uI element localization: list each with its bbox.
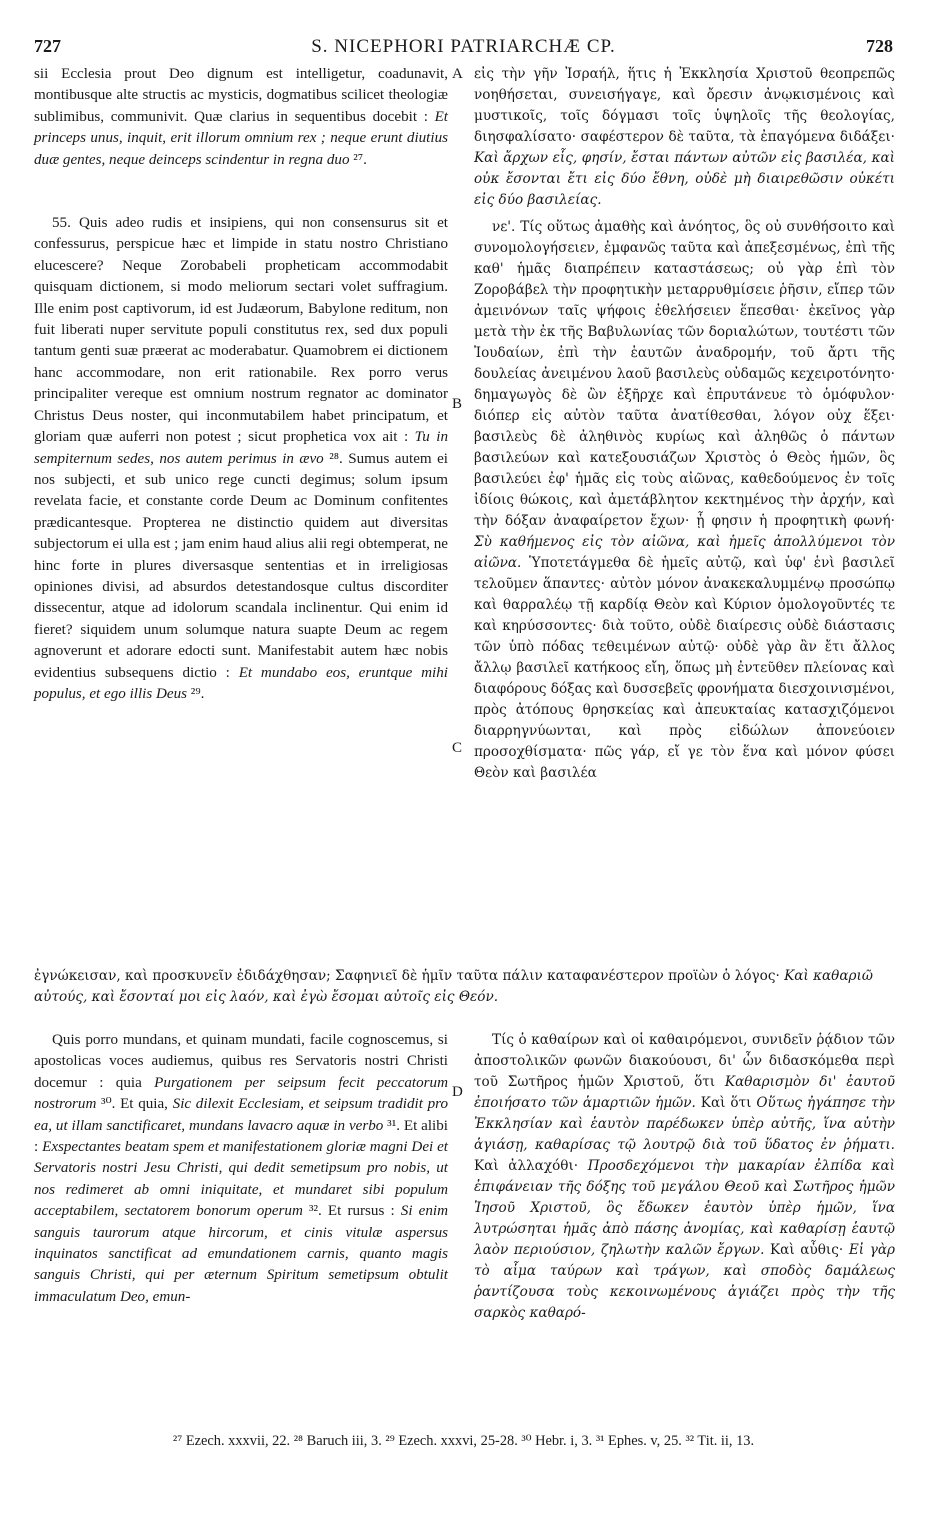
- greek-wide-paragraph: [34, 966, 895, 1007]
- greek-wide-continuation: [34, 966, 895, 1007]
- latin-paragraph-3: [34, 1030, 448, 1308]
- greek-quote: Σὺ καθήμενος εἰς τὸν αἰῶνα, καὶ ἡμεῖς ἀπολλύμενοι τὸν αἰῶνα.: [474, 534, 895, 571]
- latin-column-bottom: [34, 1030, 448, 1308]
- latin-paragraph-1: [34, 64, 448, 171]
- running-title: S. NICEPHORI PATRIARCHÆ CP.: [311, 36, 616, 57]
- latin-quote: Exspectantes beatam spem et manifestationem gloriæ magni Dei et Servatoris nostri Jesu Christi, qui dedit semetipsum pro nobis, ut nos redimeret ab omni iniquitate, et mundaret sibi populum acceptabilem, sectatorem bonorum operum: [34, 1139, 448, 1220]
- greek-text: Ὑποτετάγμεθα δὲ ἡμεῖς αὐτῷ, καὶ ὑφ' ἑνὶ βασιλεῖ τελοῦμεν ἅπαντες· αὐτὸν μόνον ἀνακεκαλυμμένῳ προσώπῳ καὶ θαρραλέῳ τῇ καρδίᾳ Θεὸν καὶ Κύριον ὁμολογοῦντές τε καὶ κηρύσσοντες· διὰ τοῦτο, οὐδὲ διαίρεσις οὐδὲ διάστασις τῶν ὑπὸ πόδας τεθειμένων αὐτῷ· οὐδὲ γὰρ ἂν ἔτι ἄλλος ἄλλῳ βασιλεῖ κατήκοος εἴη, ὅπως μὴ ἐντεῦθεν πλείονας καὶ διαφόρους δόξας καὶ δυσσεβεῖς φρονήματα διεσχοινισμένοι, πρὸς ἀτόπους θρησκείας καὶ ἀπευκταίας κατασχιζόμενοι διαρρηγνύωνται, καὶ πρὸς εἰδώλων ἀπονεύοιεν προσοχθίσματα· πῶς γάρ, εἴ γε τὸν ἕνα καὶ μόνον φύσει Θεὸν καὶ βασιλέα: [474, 555, 895, 781]
- page-number-right: 728: [866, 36, 893, 56]
- greek-paragraph-1: [474, 64, 895, 211]
- latin-quote: Purgationem per seipsum fecit peccatorum nostrorum: [34, 1074, 448, 1113]
- latin-text: sii Ecclesia prout Deo dignum est intelligetur, coadunavit, montibusque alte structis ac mysticis, dogmatibus scilicet theologiæ sublimibus, communivit. Quæ clarius in sequentibus docebit :: [34, 66, 448, 125]
- greek-text: Καὶ αὖθις·: [764, 1242, 849, 1258]
- greek-text: Καὶ ἀλλαχόθι·: [474, 1158, 588, 1174]
- page-number-left: 727: [34, 36, 61, 56]
- greek-text: νε'. Τίς οὕτως ἀμαθὴς καὶ ἀνόητος, ὃς οὐ συνθήσοιτο καὶ συνομολογήσειεν, ἐμφανῶς ταῦτα καὶ ἀπεξεσμένως, ἐπὶ τῆς καθ' ἡμᾶς διαπρέπειν καταστάσεως; οὐ γὰρ ἐπὶ τὸν Ζοροβάβελ τὴν προφητικὴν μεταρρυθμίσειε ῥῆσιν, εἴπερ τῶν ἀμεινόνων ταῖς ψήφοις ἐθελήσειεν ἕπεσθαι· ἐκεῖνος γὰρ μετὰ τὴν ἐκ τῆς Βαβυλωνίας τῶν δοριαλώτων, τουτέστι τῶν Ἰουδαίων, ἐπὶ τὴν ἑαυτῶν ἀναδρομήν, τοῦ ἄρτι τῆς δουλείας ἀνειμένου λαοῦ βασιλεὺς οὐδαμῶς κεχειροτόνητο· δημαγωγὸς δὲ ὢν ἐξῆρχε καὶ ἐπρυτάνευε τὸ ὁμόφυλον· διόπερ εἰς αὐτὸν ταῦτα ἀνατίθεσθαι, λόγον οὐχ ἕξει· βασιλεὺς δὲ ἀληθινὸς κυρίως καὶ ἀληθῶς ὁ πάντων βασιλεύων καὶ κατεξουσιάζων Χριστὸς ὁ Θεὸς ἡμῶν, ὃς βασιλεύει ἐφ' ἡμᾶς εἰς τοὺς αἰῶνας, καθεδούμενος ἐν τοῖς ἰδίοις θώκοις, καὶ ἀμετάβλητον κεκτημένος τὴν ἀρχήν, καὶ τὴν δόξαν ἀναφαίρετον ἔχων· ᾗ φησιν ἡ προφητικὴ φωνή·: [474, 219, 895, 529]
- greek-quote: Καθαρισμὸν δι' ἑαυτοῦ ἐποιήσατο τῶν ἁμαρτιῶν ἡμῶν.: [474, 1074, 896, 1111]
- latin-column-top: [34, 64, 448, 705]
- latin-quote: Et princeps unus, inquit, erit illorum omnium rex ; neque erunt diutius duæ gentes, neque deinceps scindentur in regna duo: [34, 108, 448, 168]
- greek-text: Καὶ ὅτι: [695, 1095, 757, 1111]
- latin-quote: Et mundabo eos, eruntque mihi populus, et ego illis Deus: [34, 664, 448, 702]
- latin-text: ³². Et rursus :: [302, 1203, 401, 1220]
- latin-text: ³⁰. Et quia,: [96, 1096, 173, 1113]
- greek-quote: Εἰ γὰρ τὸ αἷμα ταύρων καὶ τράγων, καὶ σποδὸς δαμάλεως ῥαντίζουσα τοὺς κεκοινωμένους ἁγιάζει πρὸς τὴν τῆς σαρκὸς καθαρό-: [474, 1242, 895, 1321]
- latin-text: ³¹. Et alibi :: [34, 1117, 448, 1156]
- greek-column-top: [474, 64, 895, 784]
- running-header: [34, 36, 893, 58]
- greek-paragraph-3: [474, 1030, 895, 1324]
- footnote-ref: ²⁹.: [187, 685, 205, 702]
- greek-quote: Οὕτως ἠγάπησε τὴν Ἐκκλησίαν καὶ ἑαυτὸν παρέδωκεν ὑπὲρ αὐτῆς, ἵνα αὐτὴν ἁγιάσῃ, καθαρίσας τῷ λουτρῷ διὰ τοῦ ὕδατος ἐν ῥήματι.: [474, 1095, 895, 1153]
- greek-quote: Καὶ καθαριῶ αὐτούς, καὶ ἔσονταί μοι εἰς λαόν, καὶ ἐγὼ ἔσομαι αὐτοῖς εἰς Θεόν.: [34, 968, 873, 1005]
- greek-text: Τίς ὁ καθαίρων καὶ οἱ καθαιρόμενοι, συνιδεῖν ῥᾴδιον τῶν ἀποστολικῶν φωνῶν διακούουσι, δι' ὧν διδασκόμεθα περὶ τοῦ Σωτῆρος ἡμῶν Χριστοῦ, ὅτι: [474, 1032, 895, 1090]
- greek-column-bottom: [474, 1030, 895, 1324]
- latin-text: 55. Quis adeo rudis et insipiens, qui non consensurus sit et confessurus, perspicue hæc et limpide in statu nostro Christiano elucescere? Neque Zorobabeli propheticam accommodabit quisquam dictionem, si modo meliorum sectari volet suffragium. Ille enim post captivorum, id est Judæorum, Babylone reditum, non fuit liberati nuper servitute populi constitutus rex, sed dux populi tantum genti suæ præerat ac moderabatur. Quamobrem ei dictionem hanc accommodare, non erit rationabile. Rex porro verus principaliter vereque est omnium nostrum regnator ac dominator Christus Deus noster, qui inconmutabilem habet principatum, et gloriam quæ auferri non potest ; sicut prophetica vox ait :: [34, 215, 448, 446]
- margin-marker-d: D: [452, 1084, 463, 1100]
- latin-paragraph-2: [34, 213, 448, 705]
- latin-text: Quis porro mundans, et quinam mundati, facile cognoscemus, si apostolicas voces audiemus, quibus res Servatoris nostri Christi docemur : quia: [34, 1032, 448, 1091]
- greek-paragraph-2: [474, 217, 895, 784]
- latin-quote: Si enim sanguis taurorum atque hircorum, et cinis vitulæ aspersus inquinatos sanctificat ad emundationem carnis, quanto magis sanguis Christi, qui per æternum Spiritum semetipsum obtulit immaculatum Deo, emun-: [34, 1203, 448, 1305]
- greek-text: ἐγνώκεισαν, καὶ προσκυνεῖν ἐδιδάχθησαν; Σαφηνιεῖ δὲ ἡμῖν ταῦτα πάλιν καταφανέστερον προϊὼν ὁ λόγος·: [34, 968, 785, 984]
- latin-quote: Tu in sempiternum sedes, nos autem perimus in ævo: [34, 429, 448, 467]
- latin-text: ²⁸. Sumus autem ei nos subjecti, et sub unico rege cuncti degimus; solum ipsum revelata facie, et constante corde Deum ac Dominum confitentes prædicantesque. Propterea ne distinctio quidem aut diversitas subjectorum ei ulla est ; jam enim haud alius alii regi obtemperat, ne hinc forte in plures diversasque sententias et in irreligiosas opiniones divisi, ad absurdos detestandosque cultus discorditer dissecentur, atque ad idolorum scandala inclinentur. Qui enim id fieret? siquidem unum solumque natura suapte Deum ac regem agnoverunt et adorare edocti sunt. Manifestabit autem hæc nobis evidentius subsequens dictio :: [34, 450, 449, 681]
- footnotes: ²⁷ Ezech. xxxvii, 22. ²⁸ Baruch iii, 3. ²⁹ Ezech. xxxvi, 25-28. ³⁰ Hebr. i, 3. ³¹ Ephes. v, 25. ³² Tit. ii, 13.: [172, 1433, 755, 1449]
- greek-quote: Προσδεχόμενοι τὴν μακαρίαν ἐλπίδα καὶ ἐπιφάνειαν τῆς δόξης τοῦ μεγάλου Θεοῦ καὶ Σωτῆρος ἡμῶν Ἰησοῦ Χριστοῦ, ὃς ἔδωκεν ἑαυτὸν ὑπὲρ ἡμῶν, ἵνα λυτρώσηται ἡμᾶς ἀπὸ πάσης ἀνομίας, καὶ καθαρίσῃ ἑαυτῷ λαὸν περιούσιον, ζηλωτὴν καλῶν ἔργων.: [474, 1158, 895, 1258]
- margin-marker-c: C: [452, 740, 463, 756]
- greek-text: εἰς τὴν γῆν Ἰσραήλ, ἥτις ἡ Ἐκκλησία Χριστοῦ θεοπρεπῶς νοηθήσεται, συνεισήγαγε, καὶ ὄρεσιν ἀνῳκισμένοις καὶ μυστικοῖς, τοῖς δόγμασι τοῖς ὑψηλοῖς τῆς θεολογίας, διησφαλίσατο· σαφέστερον δὲ ταῦτα, τὰ ἐπαγόμενα διδάξει·: [474, 66, 895, 145]
- latin-quote: Sic dilexit Ecclesiam, et seipsum tradidit pro ea, ut illam sanctificaret, mundans lavacro aquæ in verbo: [34, 1096, 449, 1134]
- greek-quote: Καὶ ἄρχων εἷς, φησίν, ἔσται πάντων αὐτῶν εἰς βασιλέα, καὶ οὐκ ἔσονται ἔτι εἰς δύο ἔθνη, οὐδὲ μὴ διαιρεθῶσιν οὐκέτι εἰς δύο βασιλείας.: [474, 150, 895, 208]
- margin-marker-a: A: [452, 66, 463, 82]
- margin-marker-b: B: [452, 396, 463, 412]
- footnote-ref: ²⁷.: [349, 151, 367, 168]
